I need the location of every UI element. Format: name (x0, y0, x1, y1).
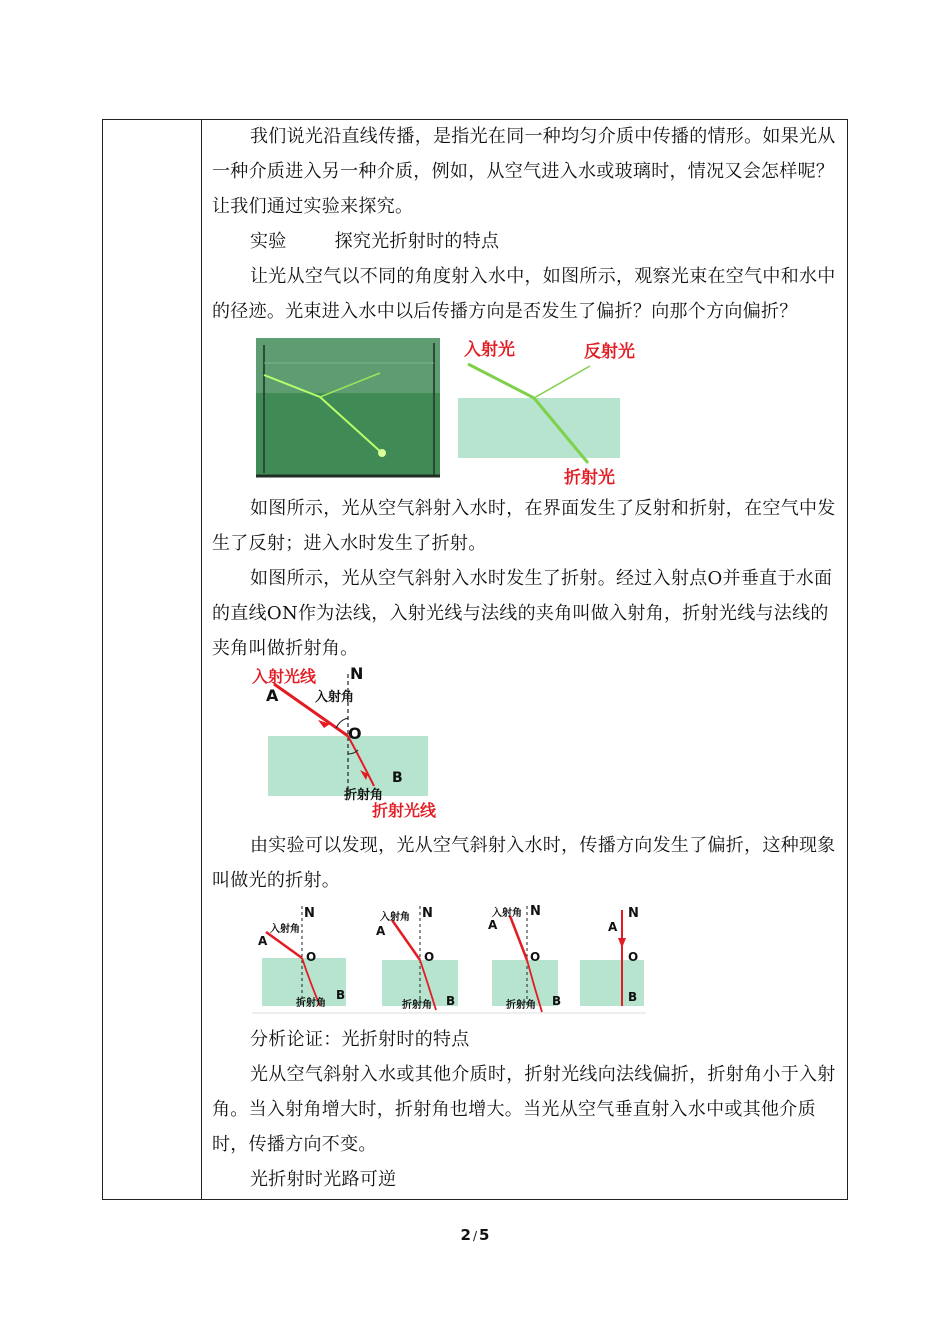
paragraph-refraction-definition: 由实验可以发现，光从空气斜射入水时，传播方向发生了偏折，这种现象叫做光的折射。 (212, 835, 836, 891)
panel1-point-o: O (306, 950, 317, 964)
panel1-point-b: B (336, 988, 346, 1002)
paragraph-analysis-heading: 分析论证：光折射时的特点 (250, 1029, 470, 1050)
label-refracted-angle: 折射角 (344, 788, 384, 803)
point-a: A (266, 686, 279, 705)
panel3-point-n: N (530, 904, 541, 919)
water-block (458, 398, 620, 458)
panel2-refracted-angle: 折射角 (402, 1000, 432, 1011)
panel3-point-a: A (488, 918, 498, 932)
column-divider (201, 119, 202, 1200)
panel2-point-n: N (422, 906, 433, 921)
experiment-title: 探究光折射时的特点 (334, 231, 500, 252)
experiment-label: 实验 (250, 231, 287, 252)
page-number: 2 / 5 (460, 1226, 490, 1244)
label-refracted-ray: 折射光线 (372, 801, 437, 820)
experiment-heading (212, 224, 838, 259)
paragraph-intro: 我们说光沿直线传播，是指光在同一种均匀介质中传播的情形。如果光从一种介质进入另一种介质，例如，从空气进入水或玻璃时，情况又会怎样呢？让我们通过实验来探究。 (212, 126, 836, 217)
current-page: 2 (460, 1226, 471, 1244)
panel4-point-a: A (608, 920, 618, 934)
label-refracted-light: 折射光 (564, 468, 615, 488)
paragraph-analysis: 光从空气斜射入水或其他介质时，折射光线向法线偏折，折射角小于入射角。当入射角增大时，折射角也增大。当光从空气垂直射入水中或其他介质时，传播方向不变。 (212, 1064, 836, 1155)
label-incident-angle: 入射角 (315, 690, 355, 705)
label-incident-ray: 入射光线 (252, 667, 317, 686)
paragraph-normal-definition: 如图所示，光从空气斜射入水时发生了折射。经过入射点O并垂直于水面的直线ON作为法线，入射光线与法线的夹角叫做入射角，折射光线与法线的夹角叫做折射角。 (212, 568, 833, 659)
label-reflected-light: 反射光 (584, 342, 635, 362)
total-pages: 5 (479, 1226, 490, 1244)
panel3-point-o: O (530, 950, 541, 964)
panel2-point-o: O (424, 950, 435, 964)
panel3-point-b: B (552, 994, 562, 1008)
figure-four-angles (212, 902, 838, 1020)
panel3-refracted-angle: 折射角 (506, 1000, 536, 1011)
panel2-point-a: A (376, 924, 386, 938)
panel4-point-n: N (628, 906, 639, 921)
paragraph-experiment: 让光从空气以不同的角度射入水中，如图所示，观察光束在空气中和水中的径迹。光束进入水中以后传播方向是否发生了偏折？向那个方向偏折？ (212, 266, 836, 322)
label-incident-light: 入射光 (464, 340, 515, 360)
panel1-incident-angle: 入射角 (270, 924, 300, 935)
panel2-incident-angle: 入射角 (380, 912, 410, 923)
figure-angles (212, 666, 838, 824)
panel4-point-o: O (628, 950, 639, 964)
figure-tank (212, 335, 838, 487)
point-o: O (348, 724, 362, 743)
point-b: B (392, 770, 403, 786)
lesson-content (212, 119, 838, 1197)
panel2-point-b: B (446, 994, 456, 1008)
paragraph-reversibility: 光折射时光路可逆 (250, 1169, 397, 1190)
panel1-point-n: N (304, 906, 315, 921)
paragraph-reflection-refraction: 如图所示，光从空气斜射入水时，在界面发生了反射和折射，在空气中发生了反射；进入水时发生了折射。 (212, 498, 836, 554)
panel4-point-b: B (628, 990, 638, 1004)
panel1-point-a: A (258, 934, 268, 948)
panel1-refracted-angle: 折射角 (296, 998, 326, 1009)
panel3-incident-angle: 入射角 (492, 908, 522, 919)
point-n: N (350, 664, 364, 683)
